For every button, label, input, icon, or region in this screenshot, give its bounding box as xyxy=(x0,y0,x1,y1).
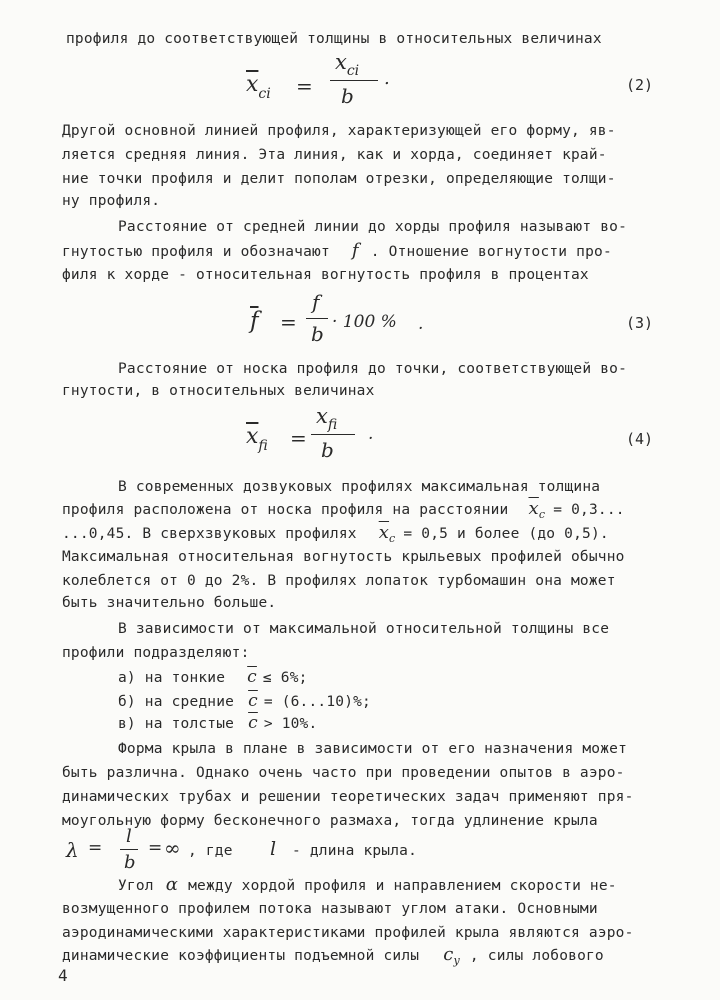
text-line xyxy=(62,500,625,524)
var-xc-sub: c xyxy=(389,532,396,545)
eq4-num-sub: fi xyxy=(327,417,338,433)
var-l: l xyxy=(270,838,277,860)
text-span: б) на средние xyxy=(118,694,235,710)
eq3-equals: = xyxy=(280,310,297,334)
infinity-symbol: ∞ xyxy=(164,836,181,860)
eq4-denominator: b xyxy=(321,438,334,462)
text-span: - длина крыла. xyxy=(292,843,418,859)
var-c: $\overline{c}$ xyxy=(247,667,257,687)
var-cy: c xyxy=(443,944,454,965)
text-span: = (6...10)%; xyxy=(263,694,371,710)
text-line xyxy=(62,242,612,261)
text-span: , силы лобового xyxy=(469,948,604,964)
text-line: Расстояние от средней линии до хорды профиля называют во- xyxy=(118,219,627,235)
eq4-fraction-bar xyxy=(311,434,355,435)
eq4-dot: . xyxy=(368,424,374,444)
text-line: динамических трубах и решении теоретических задач применяют пря- xyxy=(62,789,634,805)
text-line: моугольную форму бесконечного размаха, тогда удлинение крыла xyxy=(62,813,598,829)
var-cy-sub: y xyxy=(453,954,460,967)
text-span: профиля расположена от носка профиля на расстоянии xyxy=(62,502,509,518)
text-line xyxy=(62,524,609,548)
var-xc: $\overline{x}$ xyxy=(528,498,539,519)
text-line: быть различна. Однако очень часто при проведении опытов в аэро- xyxy=(62,765,625,781)
eq4-lhs-sub: fi xyxy=(258,438,268,454)
lambda-fraction-bar xyxy=(120,849,138,850)
eq3-lhs-var: $\overline{f}$ xyxy=(250,308,259,334)
text-span: , где xyxy=(188,843,233,859)
text-line: профиля до соответствующей толщины в относительных величинах xyxy=(66,31,602,47)
text-line: В современных дозвуковых профилях максимальная толщина xyxy=(118,479,601,495)
var-f: f xyxy=(351,240,359,261)
text-span: = 0,3... xyxy=(553,502,625,518)
list-item xyxy=(118,668,308,687)
text-span: гнутостью профиля и обозначают xyxy=(62,244,330,260)
text-line: возмущенного профилем потока называют углом атаки. Основными xyxy=(62,901,598,917)
eq2-num-sub: ci xyxy=(346,63,360,79)
lambda-equals: = xyxy=(88,838,103,858)
eq2-lhs xyxy=(246,72,271,102)
eq2-equals: = xyxy=(296,74,313,98)
eq2-numerator xyxy=(335,50,359,79)
eq2-num-var: x xyxy=(335,50,347,74)
text-line: Расстояние от носка профиля до точки, соответствующей во- xyxy=(118,361,627,377)
eq4-numerator xyxy=(316,404,337,433)
text-line: ляется средняя линия. Эта линия, как и хорда, соединяет край- xyxy=(62,147,607,163)
text-line: колеблется от 0 до 2%. В профилях лопаток турбомашин она может xyxy=(62,573,616,589)
text-line: филя к хорде - относительная вогнутость профиля в процентах xyxy=(62,267,589,283)
text-line: профили подразделяют: xyxy=(62,645,250,661)
text-span: динамические коэффициенты подъемной силы xyxy=(62,948,420,964)
eq2-tag: (2) xyxy=(626,76,654,94)
eq4-lhs xyxy=(246,424,268,454)
list-item xyxy=(118,714,317,733)
list-item xyxy=(118,692,371,711)
eq2-dot: . xyxy=(384,68,390,89)
eq3-fraction-bar xyxy=(306,318,328,319)
eq4-lhs-var: $\overline{x}$ xyxy=(246,424,259,449)
text-span: ≤ 6%; xyxy=(262,670,308,686)
lambda-numerator: l xyxy=(126,826,132,847)
text-span: = 0,5 и более (до 0,5). xyxy=(403,526,609,542)
text-span: > 10%. xyxy=(263,716,318,732)
var-alpha: α xyxy=(165,874,179,895)
eq2-lhs-sub: ci xyxy=(258,86,271,102)
var-xc-sub: c xyxy=(538,508,546,521)
text-line: Форма крыла в плане в зависимости от его назначения может xyxy=(118,741,627,757)
eq4-tag: (4) xyxy=(626,430,654,448)
var-xc: $\overline{x}$ xyxy=(378,522,390,543)
text-line: ну профиля. xyxy=(62,193,161,209)
text-line: аэродинамическими характеристиками профилей крыла являются аэро- xyxy=(62,925,634,941)
eq3-percent: · 100 % xyxy=(332,312,397,332)
eq3-denominator: b xyxy=(311,322,324,346)
text-span: а) на тонкие xyxy=(118,670,226,686)
var-c: $\overline{c}$ xyxy=(248,691,258,711)
text-span: Угол xyxy=(118,878,154,894)
text-span: в) на толстые xyxy=(118,716,235,732)
eq3-lhs xyxy=(250,308,259,334)
var-c: $\overline{c}$ xyxy=(248,713,258,733)
text-line: Максимальная относительная вогнутость крыльевых профилей обычно xyxy=(62,549,625,565)
eq4-equals: = xyxy=(290,426,307,450)
text-line: Другой основной линией профиля, характеризующей его форму, яв- xyxy=(62,123,616,139)
eq3-numerator: f xyxy=(312,290,320,314)
eq2-fraction-bar xyxy=(330,80,378,81)
eq3-dot: . xyxy=(418,314,424,334)
text-span: между хордой профиля и направлением скорости не- xyxy=(188,878,617,894)
text-line xyxy=(118,876,617,895)
page-number: 4 xyxy=(58,966,68,985)
text-line xyxy=(62,946,604,970)
eq4-num-var: x xyxy=(316,404,328,428)
eq2-denominator: b xyxy=(341,84,354,108)
text-span: . Отношение вогнутости про- xyxy=(370,244,612,260)
text-line: быть значительно больше. xyxy=(62,595,277,611)
text-line: ние точки профиля и делит пополам отрезки, определяющие толщи- xyxy=(62,171,616,187)
eq2-lhs-var: $\overline{x}$ xyxy=(246,72,259,97)
eq3-tag: (3) xyxy=(626,314,654,332)
text-span: ...0,45. В сверхзвуковых профилях xyxy=(62,526,357,542)
var-lambda: λ xyxy=(66,838,79,862)
lambda-denominator: b xyxy=(124,852,136,873)
lambda-equals-2: = xyxy=(148,838,163,858)
text-line: гнутости, в относительных величинах xyxy=(62,383,375,399)
text-line: В зависимости от максимальной относительной толщины все xyxy=(118,621,610,637)
